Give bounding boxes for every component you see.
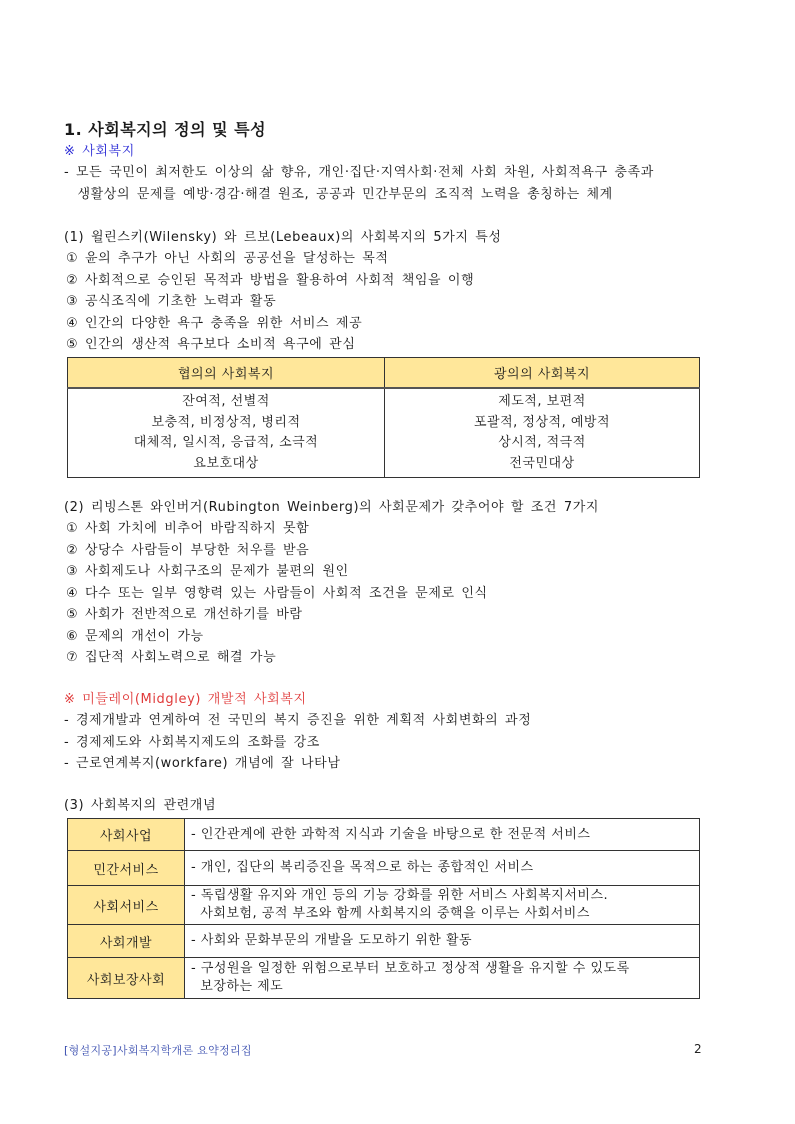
list-item: ⑦ 집단적 사회노력으로 해결 가능 bbox=[66, 650, 277, 665]
broad-welfare-cell bbox=[385, 388, 700, 478]
concept-term: 사회사업 bbox=[68, 819, 185, 851]
section-title: 1. 사회복지의 정의 및 특성 bbox=[64, 120, 267, 139]
list-item: - 근로연계복지(workfare) 개념에 잘 나타남 bbox=[64, 756, 341, 771]
narrow-welfare-cell bbox=[68, 388, 385, 478]
welfare-definition-line-2: 생활상의 문제를 예방·경감·해결 원조, 공공과 민간부문의 조직적 노력을 총칭하는 체계 bbox=[64, 187, 613, 202]
concept-description bbox=[185, 925, 700, 958]
list-item: ① 윤의 추구가 아닌 사회의 공공선을 달성하는 목적 bbox=[66, 251, 389, 266]
description-line: 보장하는 제도 bbox=[191, 979, 284, 994]
list-item: ② 사회적으로 승인된 목적과 방법을 활용하여 사회적 책임을 이행 bbox=[66, 272, 475, 288]
concept-description bbox=[185, 819, 700, 851]
footer-title: [형설지공]사회복지학개론 요약정리집 bbox=[64, 1044, 252, 1057]
part2-heading: (2) 리빙스톤 와인버거(Rubington Weinberg)의 사회문제가 갖추어야 할 조건 7가지 bbox=[64, 500, 600, 515]
part1-heading: (1) 윌린스키(Wilensky) 와 르보(Lebeaux)의 사회복지의 5가지 특성 bbox=[64, 230, 502, 245]
description-line: - 구성원을 일정한 위험으로부터 보호하고 정상적 생활을 유지할 수 있도록 bbox=[191, 961, 630, 976]
list-item: - 경제제도와 사회복지제도의 조화를 강조 bbox=[64, 734, 320, 750]
narrow-trait: 대체적, 일시적, 응급적, 소극적 bbox=[133, 435, 319, 450]
broad-trait: 상시적, 적극적 bbox=[498, 435, 586, 450]
table-row bbox=[68, 958, 700, 999]
list-item: ④ 인간의 다양한 욕구 충족을 위한 서비스 제공 bbox=[66, 315, 363, 331]
narrow-welfare-header: 협의의 사회복지 bbox=[68, 358, 385, 389]
related-concepts-table bbox=[67, 818, 700, 999]
concept-description bbox=[185, 851, 700, 886]
concept-term: 사회보장사회 bbox=[68, 958, 185, 999]
concept-term: 사회서비스 bbox=[68, 886, 185, 925]
concept-description bbox=[185, 886, 700, 925]
description-line: - 인간관계에 관한 과학적 지식과 기술을 바탕으로 한 전문적 서비스 bbox=[191, 826, 591, 842]
welfare-definition-line-1: - 모든 국민이 최저한도 이상의 삶 향유, 개인·집단·지역사회·전체 사회 차원, 사회적욕구 충족과 bbox=[64, 165, 654, 180]
table-row bbox=[68, 388, 700, 478]
table-row bbox=[68, 819, 700, 851]
part1-list bbox=[66, 248, 474, 356]
table-row bbox=[68, 925, 700, 958]
narrow-trait: 요보호대상 bbox=[193, 455, 259, 471]
list-item: ① 사회 가치에 비추어 바람직하지 못함 bbox=[66, 521, 310, 536]
list-item: ⑥ 문제의 개선이 가능 bbox=[66, 628, 204, 644]
broad-trait: 제도적, 보편적 bbox=[498, 394, 586, 409]
broad-welfare-header: 광의의 사회복지 bbox=[385, 358, 700, 389]
description-line: - 독립생활 유지와 개인 등의 기능 강화를 위한 서비스 사회복지서비스. bbox=[191, 888, 609, 903]
description-line: - 사회와 문화부문의 개발을 도모하기 위한 활동 bbox=[191, 933, 473, 948]
list-item: - 경제개발과 연계하여 전 국민의 복지 증진을 위한 계획적 사회변화의 과정 bbox=[64, 713, 532, 728]
description-line: - 개인, 집단의 복리증진을 목적으로 하는 종합적인 서비스 bbox=[191, 860, 534, 875]
broad-trait: 포괄적, 정상적, 예방적 bbox=[473, 414, 611, 430]
table-header-row bbox=[68, 358, 700, 389]
part3-heading: (3) 사회복지의 관련개념 bbox=[64, 798, 217, 813]
page-number: 2 bbox=[694, 1042, 702, 1056]
midgley-heading: ※ 미들레이(Midgley) 개발적 사회복지 bbox=[64, 692, 307, 707]
welfare-note-heading: ※ 사회복지 bbox=[64, 144, 135, 159]
narrow-broad-welfare-table bbox=[67, 357, 700, 478]
table-row bbox=[68, 851, 700, 886]
list-item: ② 상당수 사람들이 부당한 처우를 받음 bbox=[66, 542, 310, 558]
list-item: ④ 다수 또는 일부 영향력 있는 사람들이 사회적 조건을 문제로 인식 bbox=[66, 585, 488, 601]
concept-description bbox=[185, 958, 700, 999]
list-item: ③ 공식조직에 기초한 노력과 활동 bbox=[66, 294, 277, 309]
list-item: ⑤ 인간의 생산적 욕구보다 소비적 욕구에 관심 bbox=[66, 337, 356, 352]
narrow-trait: 보충적, 비정상적, 병리적 bbox=[151, 414, 301, 430]
table-row bbox=[68, 886, 700, 925]
midgley-list bbox=[64, 710, 531, 775]
part2-list bbox=[66, 518, 488, 669]
list-item: ⑤ 사회가 전반적으로 개선하기를 바람 bbox=[66, 607, 303, 622]
list-item: ③ 사회제도나 사회구조의 문제가 불편의 원인 bbox=[66, 564, 349, 579]
concept-term: 사회개발 bbox=[68, 925, 185, 958]
narrow-trait: 잔여적, 선별적 bbox=[182, 394, 270, 409]
description-line: 사회보험, 공적 부조와 함께 사회복지의 중핵을 이루는 사회서비스 bbox=[191, 906, 590, 921]
broad-trait: 전국민대상 bbox=[509, 455, 575, 471]
concept-term: 민간서비스 bbox=[68, 851, 185, 886]
